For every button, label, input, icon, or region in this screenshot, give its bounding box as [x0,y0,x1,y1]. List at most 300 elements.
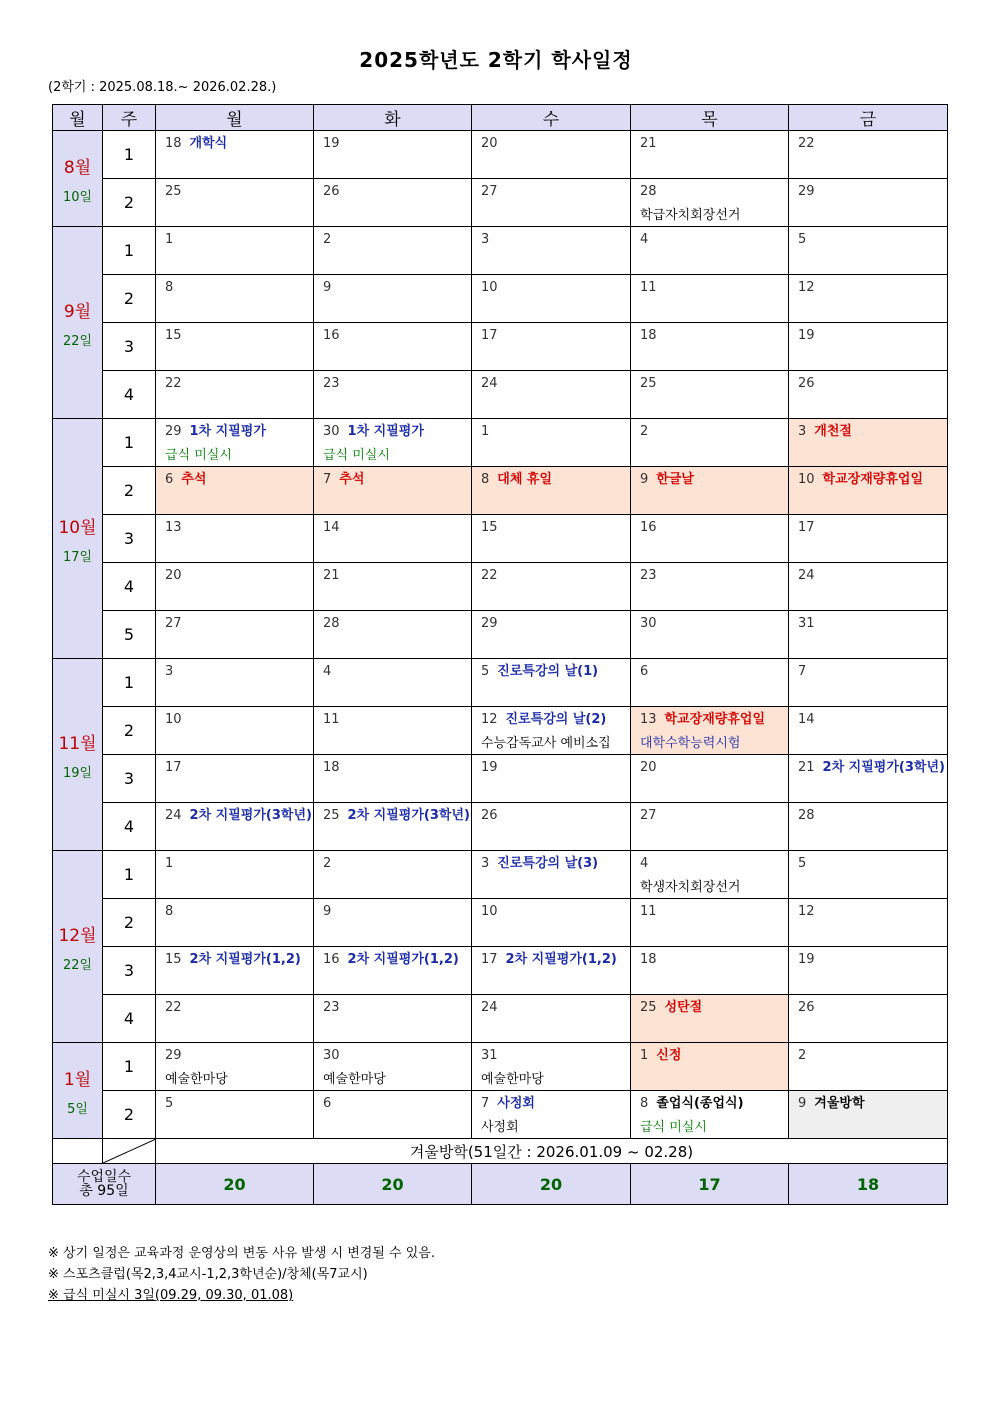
day-cell [631,227,789,275]
day-number: 8 [165,904,174,919]
week-row [53,371,948,419]
day-number: 17 [165,760,182,775]
week-row [53,611,948,659]
event-label: 겨울방학 [814,1096,865,1111]
day-number: 5 [481,664,490,679]
day-number: 10 [481,280,498,295]
week-row [53,515,948,563]
month-name: 12월 [58,925,97,946]
day-number: 5 [798,232,807,247]
day-number: 1 [165,856,174,871]
event-label: 사정회 [497,1096,535,1111]
day-cell [789,323,948,371]
day-cell [314,611,472,659]
event-label: 2차 지필평가(1,2) [347,952,459,967]
day-cell [789,995,948,1043]
day-number: 31 [798,616,815,631]
day-number: 18 [323,760,340,775]
day-cell [631,755,789,803]
event-label: 2차 지필평가(3학년) [347,808,470,823]
event-label: 진로특강의 날(3) [497,856,599,871]
day-number: 3 [798,424,807,439]
count-wed: 20 [472,1164,631,1205]
week-row [53,707,948,755]
day-number: 3 [165,664,174,679]
day-cell [472,563,631,611]
day-cell [472,851,631,899]
day-cell [631,275,789,323]
day-number: 15 [481,520,498,535]
week-row [53,227,948,275]
month-cell-jan [53,1043,103,1139]
day-number: 9 [640,472,649,487]
day-cell [789,179,948,227]
day-cell [789,899,948,947]
week-number: 4 [103,995,156,1043]
day-cell [472,131,631,179]
day-number: 20 [165,568,182,583]
day-cell [314,707,472,755]
day-cell [314,899,472,947]
day-number: 27 [640,808,657,823]
week-number: 2 [103,1091,156,1139]
count-tue: 20 [314,1164,472,1205]
day-number: 21 [323,568,340,583]
day-number: 13 [165,520,182,535]
day-cell [156,131,314,179]
day-number: 8 [640,1096,649,1111]
day-cell [314,275,472,323]
day-cell [156,419,314,467]
day-number: 10 [798,472,815,487]
month-class-days: 17일 [62,549,93,565]
day-cell [631,851,789,899]
day-number: 21 [640,136,657,151]
day-cell [156,323,314,371]
day-cell [789,371,948,419]
header-row [53,105,948,131]
event-label: 2차 지필평가(1,2) [505,952,617,967]
day-number: 19 [481,760,498,775]
day-cell [789,131,948,179]
header-fri: 금 [789,105,948,131]
diagonal-line [103,1139,156,1163]
header-tue: 화 [314,105,472,131]
week-number: 4 [103,371,156,419]
day-cell [472,515,631,563]
month-cell-aug [53,131,103,227]
month-class-days: 5일 [67,1101,88,1117]
day-cell [631,1091,789,1139]
day-cell [472,1043,631,1091]
day-number: 22 [165,1000,182,1015]
day-cell [156,611,314,659]
day-number: 13 [640,712,657,727]
event-sublabel: 예술한마당 [323,1072,386,1087]
event-label: 1차 지필평가 [347,424,424,439]
week-number: 1 [103,419,156,467]
week-row [53,899,948,947]
day-number: 28 [640,184,657,199]
semester-period: (2학기 : 2025.08.18.~ 2026.02.28.) [48,80,277,95]
day-cell [631,467,789,515]
day-cell [472,707,631,755]
week-number: 5 [103,611,156,659]
day-cell [472,467,631,515]
day-cell [472,275,631,323]
event-label: 신정 [656,1048,682,1063]
day-number: 9 [323,904,332,919]
day-cell [472,323,631,371]
day-cell [472,371,631,419]
week-number: 1 [103,851,156,899]
day-number: 1 [165,232,174,247]
day-number: 7 [481,1096,490,1111]
day-number: 31 [481,1048,498,1063]
diagonal-cell [103,1139,156,1164]
day-cell [789,227,948,275]
day-cell [631,371,789,419]
class-days-total: 총 95일 [79,1183,129,1199]
month-class-days: 22일 [62,957,93,973]
week-row [53,803,948,851]
month-name: 11월 [58,733,97,754]
day-number: 7 [798,664,807,679]
week-number: 1 [103,659,156,707]
day-number: 25 [640,376,657,391]
day-cell [314,947,472,995]
day-cell [314,563,472,611]
day-cell [631,515,789,563]
day-number: 23 [640,568,657,583]
day-cell [156,179,314,227]
event-sublabel: 급식 미실시 [165,448,232,463]
event-label: 한글날 [656,472,694,487]
day-cell [631,899,789,947]
day-number: 2 [323,232,332,247]
day-cell [472,179,631,227]
day-number: 16 [323,952,340,967]
day-number: 27 [165,616,182,631]
day-cell [631,803,789,851]
day-number: 26 [798,376,815,391]
week-number: 2 [103,899,156,947]
day-number: 17 [481,952,498,967]
day-number: 18 [640,328,657,343]
day-cell [789,1091,948,1139]
blank-cell [53,1139,103,1164]
day-cell [789,659,948,707]
week-row [53,323,948,371]
day-number: 10 [481,904,498,919]
week-number: 3 [103,755,156,803]
day-number: 23 [323,1000,340,1015]
day-number: 8 [165,280,174,295]
day-cell [156,1091,314,1139]
day-cell [472,227,631,275]
day-number: 25 [323,808,340,823]
week-row [53,419,948,467]
event-sublabel: 수능감독교사 예비소집 [481,736,611,751]
day-number: 3 [481,856,490,871]
week-row [53,851,948,899]
day-number: 22 [481,568,498,583]
day-number: 26 [798,1000,815,1015]
day-cell [789,275,948,323]
week-row [53,563,948,611]
day-cell [156,707,314,755]
day-number: 25 [165,184,182,199]
day-cell [156,227,314,275]
class-days-row [53,1164,948,1205]
day-cell [156,755,314,803]
day-cell [631,179,789,227]
event-label: 추석 [181,472,207,487]
day-number: 29 [165,424,182,439]
week-number: 2 [103,179,156,227]
day-cell [314,851,472,899]
month-class-days: 22일 [62,333,93,349]
day-number: 22 [798,136,815,151]
day-cell [314,179,472,227]
event-label: 학교장재량휴업일 [664,712,766,727]
week-number: 2 [103,467,156,515]
day-cell [314,1043,472,1091]
day-number: 30 [323,1048,340,1063]
event-sublabel: 학급자치회장선거 [640,208,741,223]
day-cell [156,371,314,419]
week-number: 2 [103,707,156,755]
day-number: 19 [798,952,815,967]
day-number: 21 [798,760,815,775]
day-cell [314,803,472,851]
day-number: 4 [323,664,332,679]
day-number: 11 [323,712,340,727]
day-cell [789,419,948,467]
header-mon: 월 [156,105,314,131]
day-number: 16 [323,328,340,343]
day-number: 27 [481,184,498,199]
day-number: 24 [798,568,815,583]
day-number: 30 [323,424,340,439]
day-cell [156,275,314,323]
day-cell [631,659,789,707]
vacation-row [53,1139,948,1164]
day-number: 7 [323,472,332,487]
day-cell [472,947,631,995]
day-cell [314,227,472,275]
page-title: 2025학년도 2학기 학사일정 [359,48,633,72]
header-wed: 수 [472,105,631,131]
day-cell [789,851,948,899]
day-cell [314,995,472,1043]
week-row [53,131,948,179]
week-number: 1 [103,227,156,275]
week-number: 3 [103,323,156,371]
day-number: 29 [481,616,498,631]
day-cell [631,707,789,755]
note-3: ※ 급식 미실시 3일(09.29, 09.30, 01.08) [48,1288,294,1303]
day-cell [631,611,789,659]
week-row [53,1043,948,1091]
day-number: 19 [798,328,815,343]
day-number: 24 [481,1000,498,1015]
month-name: 9월 [63,301,92,322]
week-number: 1 [103,131,156,179]
day-cell [314,755,472,803]
day-cell [472,1091,631,1139]
day-number: 16 [640,520,657,535]
count-fri: 18 [789,1164,948,1205]
day-cell [314,1091,472,1139]
day-cell [631,995,789,1043]
event-label: 2차 지필평가(3학년) [189,808,312,823]
month-name: 8월 [63,157,92,178]
event-label: 진로특강의 날(2) [505,712,607,727]
event-label: 학교장재량휴업일 [822,472,924,487]
day-cell [472,659,631,707]
day-number: 26 [481,808,498,823]
notes [48,1243,435,1306]
event-sublabel: 예술한마당 [165,1072,228,1087]
header-week: 주 [103,105,156,131]
day-number: 10 [165,712,182,727]
day-cell [472,995,631,1043]
event-label: 개학식 [189,136,228,151]
day-cell [789,611,948,659]
day-cell [156,1043,314,1091]
day-cell [631,563,789,611]
day-number: 24 [165,808,182,823]
event-sublabel: 학생자치회장선거 [640,880,741,895]
event-label: 추석 [339,472,365,487]
month-class-days: 10일 [62,189,93,205]
month-cell-nov [53,659,103,851]
event-label: 대체 휴일 [497,472,553,487]
class-days-label [53,1164,156,1205]
day-cell [156,515,314,563]
day-number: 11 [640,280,657,295]
day-number: 2 [798,1048,807,1063]
event-sublabel: 사정회 [481,1120,519,1135]
day-number: 15 [165,328,182,343]
day-number: 20 [481,136,498,151]
day-cell [472,611,631,659]
day-cell [631,1043,789,1091]
day-cell [156,467,314,515]
day-number: 3 [481,232,490,247]
week-number: 4 [103,563,156,611]
day-cell [631,131,789,179]
note-1: ※ 상기 일정은 교육과정 운영상의 변동 사유 발생 시 변경될 수 있음. [48,1246,435,1261]
week-number: 2 [103,275,156,323]
day-number: 18 [640,952,657,967]
month-cell-oct [53,419,103,659]
event-label: 진로특강의 날(1) [497,664,599,679]
day-cell [789,707,948,755]
event-label: 2차 지필평가(3학년) [822,760,945,775]
day-cell [472,755,631,803]
event-label: 개천절 [814,424,852,439]
week-number: 4 [103,803,156,851]
day-number: 2 [640,424,649,439]
day-number: 9 [323,280,332,295]
schedule-table [52,104,948,1205]
day-number: 30 [640,616,657,631]
day-number: 12 [798,280,815,295]
day-cell [156,803,314,851]
event-sublabel: 대학수학능력시험 [640,736,741,751]
day-number: 26 [323,184,340,199]
day-cell [314,323,472,371]
day-cell [789,563,948,611]
month-name: 10월 [58,517,97,538]
day-number: 20 [640,760,657,775]
month-class-days: 19일 [62,765,93,781]
week-row [53,947,948,995]
day-number: 18 [165,136,182,151]
week-row [53,659,948,707]
day-cell [156,899,314,947]
count-thu: 17 [631,1164,789,1205]
day-cell [472,803,631,851]
day-cell [314,515,472,563]
day-cell [472,419,631,467]
event-sublabel: 급식 미실시 [323,448,390,463]
day-number: 25 [640,1000,657,1015]
month-cell-dec [53,851,103,1043]
header-month: 월 [53,105,103,131]
week-number: 3 [103,947,156,995]
day-cell [314,659,472,707]
day-number: 15 [165,952,182,967]
month-name: 1월 [63,1069,92,1090]
day-number: 6 [165,472,174,487]
day-number: 14 [798,712,815,727]
day-number: 19 [323,136,340,151]
day-number: 1 [640,1048,649,1063]
event-label: 2차 지필평가(1,2) [189,952,301,967]
week-row [53,275,948,323]
day-number: 24 [481,376,498,391]
day-number: 12 [798,904,815,919]
day-cell [314,419,472,467]
day-cell [156,851,314,899]
event-label: 졸업식(종업식) [656,1096,744,1111]
winter-vacation: 겨울방학(51일간 : 2026.01.09 ~ 02.28) [156,1139,948,1164]
day-number: 6 [323,1096,332,1111]
week-row [53,1091,948,1139]
day-number: 5 [165,1096,174,1111]
day-cell [472,899,631,947]
day-number: 17 [481,328,498,343]
event-label: 성탄절 [664,1000,703,1015]
event-sublabel: 예술한마당 [481,1072,544,1087]
day-cell [156,659,314,707]
day-cell [789,515,948,563]
week-row [53,755,948,803]
count-mon: 20 [156,1164,314,1205]
header-thu: 목 [631,105,789,131]
day-cell [314,467,472,515]
day-number: 14 [323,520,340,535]
day-number: 17 [798,520,815,535]
week-number: 3 [103,515,156,563]
week-row [53,179,948,227]
month-cell-sep [53,227,103,419]
day-number: 6 [640,664,649,679]
event-label: 1차 지필평가 [189,424,266,439]
